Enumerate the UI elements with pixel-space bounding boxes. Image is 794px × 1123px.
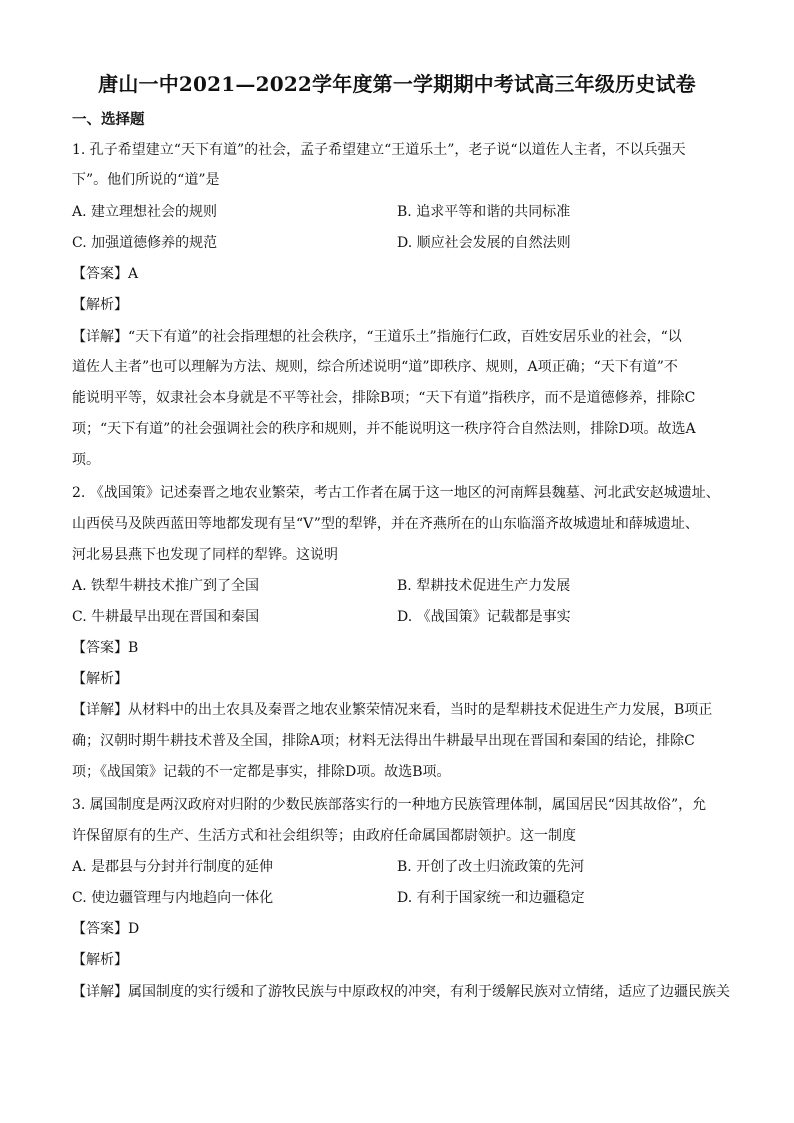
question-1-detail-line-3: 能说明平等，奴隶社会本身就是不平等社会，排除B项；“天下有道”指秩序，而不是道德修养，排除C	[72, 390, 696, 406]
question-3-option-b: B. 开创了改土归流政策的先河	[397, 859, 585, 875]
question-2-stem-line-1: 2. 《战国策》记述秦晋之地农业繁荣，考古工作者在属于这一地区的河南辉县魏墓、河北武安赵城遗址、	[72, 485, 720, 501]
question-3-detail-line-1: 【详解】属国制度的实行缓和了游牧民族与中原政权的冲突，有利于缓解民族对立情绪，适应了边疆民族关	[72, 984, 730, 1000]
question-3-option-d: D. 有利于国家统一和边疆稳定	[397, 890, 585, 906]
question-1-detail-line-1: 【详解】“天下有道”的社会指理想的社会秩序，“王道乐土”指施行仁政，百姓安居乐业的社会，“以	[72, 329, 682, 345]
question-1-detail-line-5: 项。	[72, 452, 100, 468]
question-3-stem-line-1: 3. 属国制度是两汉政府对归附的少数民族部落实行的一种地方民族管理体制，属国居民“因其故俗”，允	[72, 797, 707, 813]
question-2-stem-line-3: 河北易县燕下也发现了同样的犁铧。这说明	[72, 547, 338, 563]
question-1-detail-line-4: 项；“天下有道”的社会强调社会的秩序和规则，并不能说明这一秩序符合自然法则，排除D项。故选A	[72, 421, 696, 437]
question-2-answer: 【答案】B	[72, 640, 139, 656]
question-1-stem-line-1: 1. 孔子希望建立“天下有道”的社会，孟子希望建立“王道乐土”，老子说“以道佐人主者，不以兵强天	[72, 142, 686, 158]
question-3-option-c: C. 使边疆管理与内地趋向一体化	[72, 890, 274, 906]
question-1-option-d: D. 顺应社会发展的自然法则	[397, 235, 571, 251]
question-2-option-d: D. 《战国策》记载都是事实	[397, 609, 571, 625]
question-3-option-a: A. 是郡县与分封并行制度的延伸	[72, 859, 274, 875]
question-1-detail-line-2: 道佐人主者”也可以理解为方法、规则，综合所述说明“道”即秩序、规则，A项正确；“天下有道”不	[72, 359, 678, 375]
question-3-stem-line-2: 许保留原有的生产、生活方式和社会组织等；由政府任命属国都尉领护。这一制度	[72, 828, 576, 844]
question-1-option-a: A. 建立理想社会的规则	[72, 204, 218, 220]
question-1-option-c: C. 加强道德修养的规范	[72, 235, 218, 251]
question-2-detail-line-3: 项；《战国策》记载的不一定都是事实，排除D项。故选B项。	[72, 764, 451, 780]
page-title: 唐山一中2021—2022学年度第一学期期中考试高三年级历史试卷	[98, 72, 696, 96]
question-2-stem-line-2: 山西侯马及陕西蓝田等地都发现有呈“V”型的犁铧，并在齐燕所在的山东临淄齐故城遗址和薛城遗址、	[72, 516, 699, 532]
question-1-answer: 【答案】A	[72, 266, 139, 282]
question-2-option-b: B. 犁耕技术促进生产力发展	[397, 578, 571, 594]
section-heading: 一、选择题	[72, 111, 145, 128]
question-1-analysis-label: 【解析】	[72, 297, 128, 313]
question-2-detail-line-1: 【详解】从材料中的出土农具及秦晋之地农业繁荣情况来看，当时的是犁耕技术促进生产力发展，B项正	[72, 702, 713, 718]
question-2-option-c: C. 牛耕最早出现在晋国和秦国	[72, 609, 260, 625]
question-3-analysis-label: 【解析】	[72, 952, 128, 968]
question-1-option-b: B. 追求平等和谐的共同标准	[397, 204, 571, 220]
question-2-analysis-label: 【解析】	[72, 671, 128, 687]
question-3-answer: 【答案】D	[72, 921, 140, 937]
question-2-detail-line-2: 确；汉朝时期牛耕技术普及全国，排除A项；材料无法得出牛耕最早出现在晋国和秦国的结论，排除C	[72, 733, 695, 749]
question-1-stem-line-2: 下”。他们所说的“道”是	[72, 172, 220, 188]
question-2-option-a: A. 铁犁牛耕技术推广到了全国	[72, 578, 260, 594]
